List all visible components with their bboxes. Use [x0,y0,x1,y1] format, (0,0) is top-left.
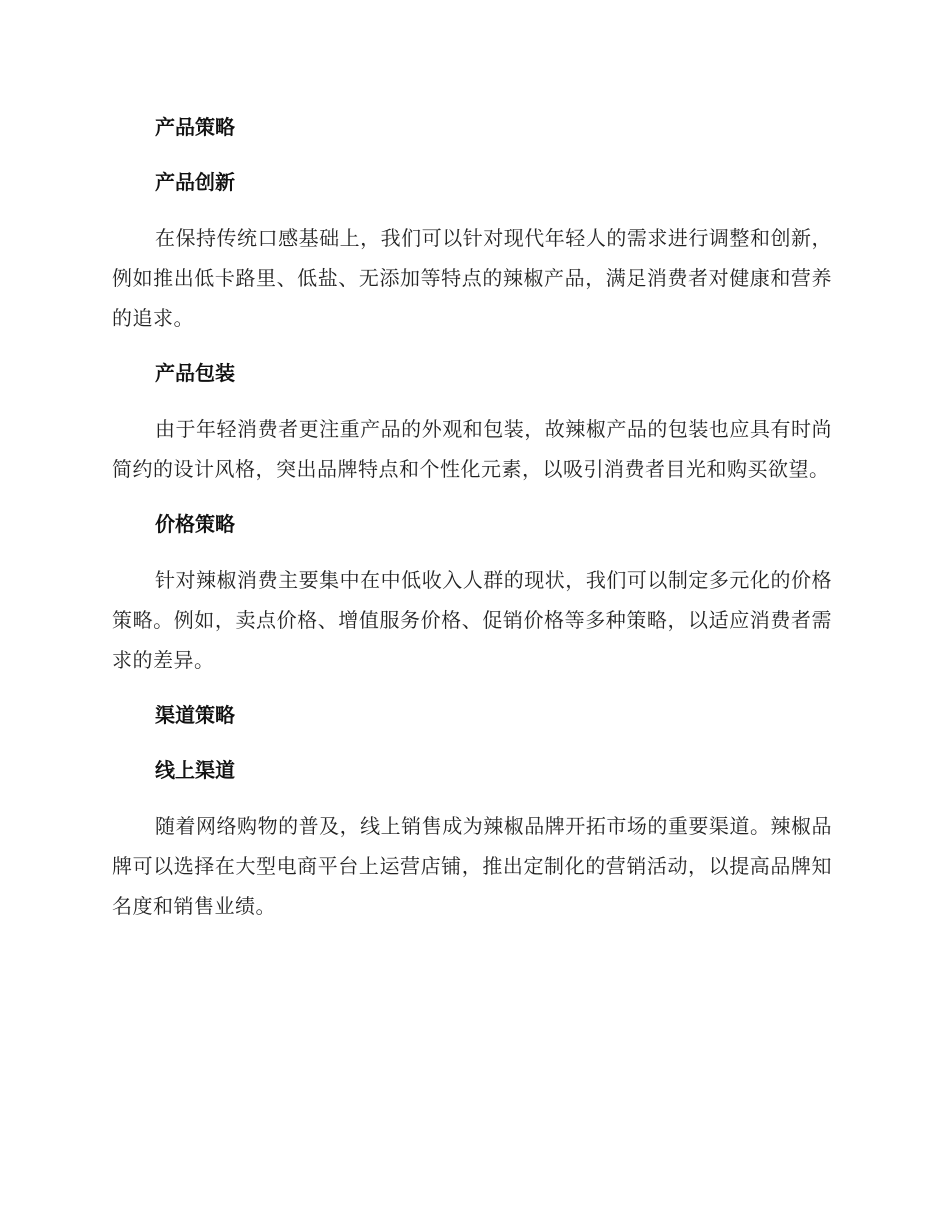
paragraph: 针对辣椒消费主要集中在中低收入人群的现状，我们可以制定多元化的价格策略。例如，卖点价格、增值服务价格、促销价格等多种策略，以适应消费者需求的差异。 [112,568,832,672]
subsection-heading: 线上渠道 [155,758,235,782]
section-heading: 价格策略 [155,512,235,536]
section-heading: 渠道策略 [155,703,235,727]
subsection-heading: 产品创新 [155,170,235,194]
paragraph: 在保持传统口感基础上，我们可以针对现代年轻人的需求进行调整和创新，例如推出低卡路里、低盐、无添加等特点的辣椒产品，满足消费者对健康和营养的追求。 [112,226,832,330]
subsection-heading: 产品包装 [155,361,235,385]
section-heading: 产品策略 [155,115,235,139]
document-body [112,108,832,942]
paragraph: 由于年轻消费者更注重产品的外观和包装，故辣椒产品的包装也应具有时尚简约的设计风格，突出品牌特点和个性化元素，以吸引消费者目光和购买欲望。 [112,417,832,481]
paragraph: 随着网络购物的普及，线上销售成为辣椒品牌开拓市场的重要渠道。辣椒品牌可以选择在大型电商平台上运营店铺，推出定制化的营销活动，以提高品牌知名度和销售业绩。 [112,814,832,918]
